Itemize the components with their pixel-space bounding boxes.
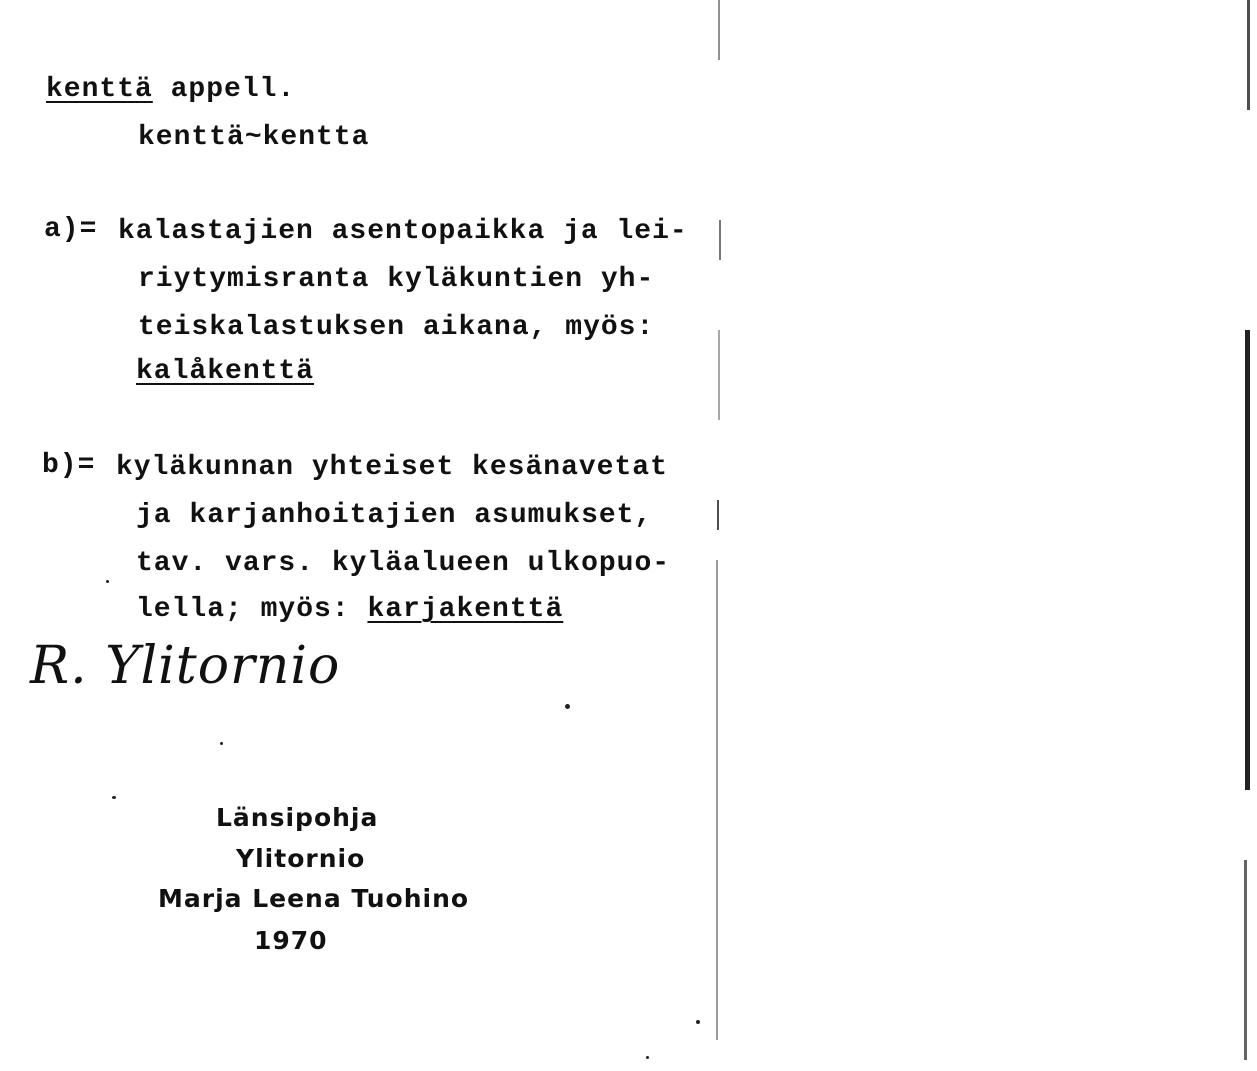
sense-a-line-2: riytymisranta kyläkuntien yh- xyxy=(138,264,655,295)
sense-a-compound: kalåkenttä xyxy=(136,356,315,387)
sense-a-line-3: teiskalastuksen aikana, myös: xyxy=(138,312,655,343)
card-edge-line xyxy=(717,500,719,530)
card-edge-line xyxy=(719,220,721,260)
sense-b-marker: b)= xyxy=(42,450,96,481)
variant-forms: kenttä~kentta xyxy=(138,122,370,153)
headword-line xyxy=(46,76,295,104)
headword-note: appell. xyxy=(152,74,296,105)
sense-b-line-4-lead: lella; myös: xyxy=(136,594,368,625)
scan-speck xyxy=(106,580,109,583)
scan-speck xyxy=(696,1020,700,1024)
card-edge-line xyxy=(716,560,718,1040)
card-edge-line xyxy=(718,0,720,60)
card-edge-line xyxy=(1244,860,1247,1060)
stamp-collector: Marja Leena Tuohino xyxy=(158,884,470,913)
scan-speck xyxy=(112,796,116,799)
headword: kenttä xyxy=(46,74,153,105)
sense-a-marker: a)= xyxy=(44,214,98,245)
scan-speck xyxy=(220,742,223,745)
card-edge-line xyxy=(1245,330,1250,790)
stamp-region: Länsipohja xyxy=(216,803,379,832)
sense-b-line-3: tav. vars. kyläalueen ulkopuo- xyxy=(136,548,671,579)
sense-b-line-1: kyläkunnan yhteiset kesänavetat xyxy=(116,452,668,483)
card-edge-line xyxy=(718,330,720,420)
handwritten-place-signature: R. Ylitornio xyxy=(30,636,341,696)
stamp-parish: Ylitornio xyxy=(236,844,366,873)
sense-b-line-4 xyxy=(136,596,563,624)
sense-a-line-1: kalastajien asentopaikka ja lei- xyxy=(118,216,688,247)
card-edge-line xyxy=(1247,0,1250,110)
scan-speck xyxy=(646,1056,649,1059)
scan-speck xyxy=(565,704,570,709)
sense-b-compound: karjakenttä xyxy=(367,594,564,625)
stamp-year: 1970 xyxy=(254,926,328,955)
sense-b-line-2: ja karjanhoitajien asumukset, xyxy=(136,500,653,531)
